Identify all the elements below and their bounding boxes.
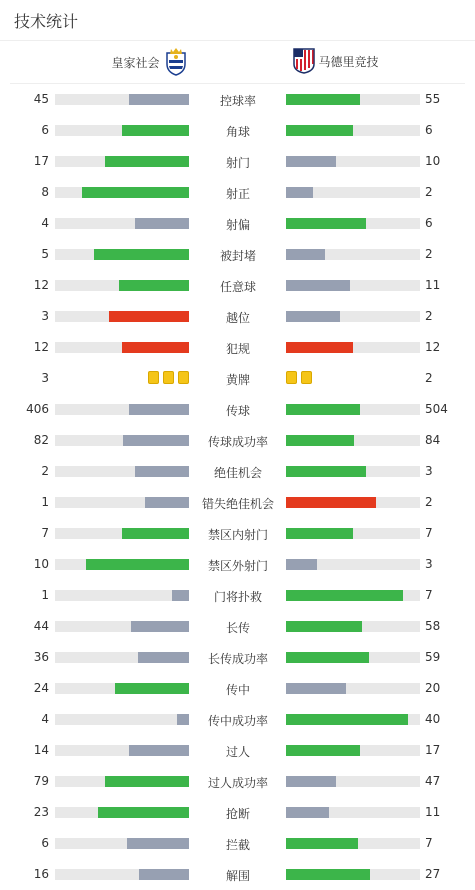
away-value: 12 [425,340,441,354]
teams-header [10,41,465,84]
stat-label: 门将扑救 [213,590,262,604]
home-bar-track [55,404,189,415]
home-bar-fill [122,342,189,353]
stat-label: 传球 [225,404,250,418]
stat-row [0,394,475,425]
home-value: 3 [41,371,49,385]
home-bar-track [55,94,189,105]
away-bar-track [286,125,420,136]
stat-label: 角球 [225,125,250,139]
away-value: 17 [425,743,441,757]
away-value: 3 [425,464,433,478]
home-bar-fill [127,838,189,849]
away-bar-track [286,218,420,229]
home-bar-fill [177,714,189,725]
away-value: 58 [425,619,441,633]
stat-label: 禁区内射门 [207,528,268,542]
away-value: 55 [425,92,441,106]
stat-label: 抢断 [225,807,250,821]
home-value: 2 [41,464,49,478]
away-bar-fill [286,621,362,632]
home-value: 1 [41,495,49,509]
away-bar-track [286,776,420,787]
away-value: 2 [425,185,433,199]
home-bar-fill [123,435,189,446]
home-bar-track [55,218,189,229]
away-bar-fill [286,280,350,291]
yellow-card-icon [286,371,297,384]
home-bar-track [55,125,189,136]
yellow-card-icon [178,371,189,384]
home-bar-fill [172,590,189,601]
home-value: 5 [41,247,49,261]
away-bar-track [286,807,420,818]
away-team-name: 马德里竞技 [318,54,379,69]
away-bar-track [286,497,420,508]
home-bar-fill [135,218,189,229]
stat-label: 犯规 [225,342,250,356]
home-value: 24 [33,681,49,695]
away-bar-fill [286,497,376,508]
home-bar-track [55,187,189,198]
home-team[interactable] [111,48,187,76]
real-sociedad-crest-icon [164,48,188,76]
home-value: 44 [33,619,49,633]
home-yellow-cards [148,371,189,384]
away-value: 84 [425,433,441,447]
home-value: 23 [33,805,49,819]
home-value: 82 [33,433,49,447]
stat-row [0,456,475,487]
away-bar-track [286,404,420,415]
away-value: 2 [425,247,433,261]
away-value: 6 [425,216,433,230]
yellow-card-icon [301,371,312,384]
home-bar-track [55,745,189,756]
home-bar-fill [138,652,189,663]
stat-label: 射偏 [225,218,250,232]
away-value: 2 [425,371,433,385]
away-value: 7 [425,526,433,540]
away-value: 2 [425,309,433,323]
away-bar-track [286,590,420,601]
away-bar-track [286,280,420,291]
stat-row [0,270,475,301]
away-bar-fill [286,249,325,260]
home-value: 1 [41,588,49,602]
stat-row [0,487,475,518]
home-bar-fill [94,249,189,260]
away-bar-fill [286,559,317,570]
away-value: 10 [425,154,441,168]
stat-label: 过人成功率 [207,776,268,790]
stat-label: 长传 [225,621,250,635]
home-bar-track [55,714,189,725]
stat-row [0,704,475,735]
stat-label: 传中成功率 [207,714,268,728]
home-value: 16 [33,867,49,881]
away-bar-track [286,559,420,570]
home-value: 4 [41,712,49,726]
away-value: 6 [425,123,433,137]
home-team-name: 皇家社会 [111,55,160,70]
stat-row [0,332,475,363]
home-value: 6 [41,123,49,137]
home-bar-track [55,342,189,353]
away-value: 7 [425,588,433,602]
away-bar-track [286,311,420,322]
stat-label: 任意球 [219,280,256,294]
home-bar-track [55,838,189,849]
away-value: 47 [425,774,441,788]
home-bar-track [55,621,189,632]
stat-label: 黄牌 [225,373,250,387]
away-value: 504 [425,402,448,416]
home-value: 36 [33,650,49,664]
away-bar-track [286,156,420,167]
home-value: 8 [41,185,49,199]
home-bar-fill [139,869,189,880]
stat-row [0,208,475,239]
stat-row [0,518,475,549]
away-value: 3 [425,557,433,571]
page-title: 技术统计 [14,12,79,31]
home-value: 10 [33,557,49,571]
home-value: 17 [33,154,49,168]
stat-label: 解围 [225,869,250,883]
away-bar-fill [286,187,313,198]
home-bar-fill [129,404,189,415]
away-bar-track [286,435,420,446]
stat-label: 射正 [225,187,250,201]
away-bar-fill [286,218,366,229]
stat-row [0,859,475,890]
stat-label: 绝佳机会 [213,466,262,480]
away-bar-fill [286,342,353,353]
away-bar-track [286,652,420,663]
stat-row [0,363,475,394]
home-bar-fill [105,776,189,787]
away-bar-fill [286,466,366,477]
home-bar-fill [119,280,189,291]
stat-row [0,580,475,611]
home-value: 45 [33,92,49,106]
away-value: 11 [425,278,441,292]
away-value: 27 [425,867,441,881]
home-bar-fill [129,745,189,756]
stat-row [0,239,475,270]
away-bar-fill [286,156,336,167]
away-bar-fill [286,311,340,322]
away-bar-track [286,342,420,353]
home-bar-fill [122,125,189,136]
stat-row [0,115,475,146]
away-bar-fill [286,404,360,415]
away-bar-fill [286,714,408,725]
away-bar-track [286,869,420,880]
stat-row [0,766,475,797]
stat-label: 射门 [225,156,250,170]
away-team[interactable] [293,48,379,74]
away-bar-track [286,745,420,756]
away-bar-track [286,249,420,260]
stat-label: 错失绝佳机会 [201,497,274,511]
home-bar-fill [131,621,189,632]
away-bar-fill [286,652,369,663]
home-bar-fill [135,466,189,477]
home-bar-track [55,435,189,446]
stat-row [0,611,475,642]
home-value: 406 [26,402,49,416]
home-value: 79 [33,774,49,788]
stat-row [0,84,475,115]
home-bar-fill [98,807,189,818]
stat-row [0,735,475,766]
away-bar-fill [286,869,370,880]
away-bar-fill [286,528,353,539]
home-bar-fill [109,311,189,322]
home-bar-track [55,683,189,694]
home-value: 4 [41,216,49,230]
yellow-card-icon [163,371,174,384]
away-bar-fill [286,807,329,818]
home-bar-track [55,776,189,787]
stats-list [0,84,475,890]
home-bar-fill [86,559,189,570]
away-bar-track [286,466,420,477]
away-bar-track [286,838,420,849]
away-bar-track [286,94,420,105]
away-bar-track [286,621,420,632]
home-bar-track [55,869,189,880]
away-value: 11 [425,805,441,819]
stat-row [0,549,475,580]
away-bar-track [286,528,420,539]
stat-row [0,425,475,456]
home-value: 14 [33,743,49,757]
stat-label: 拦截 [225,838,250,852]
home-bar-track [55,807,189,818]
header [0,0,475,41]
home-value: 6 [41,836,49,850]
home-bar-track [55,528,189,539]
home-bar-track [55,590,189,601]
home-value: 3 [41,309,49,323]
away-value: 20 [425,681,441,695]
stat-label: 过人 [225,745,250,759]
away-bar-fill [286,590,403,601]
stat-label: 被封堵 [219,249,256,263]
home-bar-track [55,497,189,508]
stat-label: 越位 [225,311,250,325]
atletico-madrid-crest-icon [293,48,315,74]
away-value: 40 [425,712,441,726]
away-bar-fill [286,125,353,136]
yellow-card-icon [148,371,159,384]
stat-row [0,301,475,332]
home-bar-fill [105,156,189,167]
away-value: 7 [425,836,433,850]
away-bar-fill [286,776,336,787]
home-bar-track [55,466,189,477]
stat-row [0,828,475,859]
away-bar-fill [286,435,354,446]
home-bar-fill [129,94,189,105]
away-value: 59 [425,650,441,664]
home-value: 7 [41,526,49,540]
away-bar-fill [286,838,358,849]
home-bar-track [55,652,189,663]
home-bar-track [55,559,189,570]
stat-row [0,146,475,177]
home-bar-fill [122,528,189,539]
stat-label: 传中 [225,683,250,697]
home-bar-track [55,280,189,291]
home-bar-fill [145,497,189,508]
home-value: 12 [33,340,49,354]
home-bar-track [55,249,189,260]
away-bar-fill [286,94,360,105]
home-bar-track [55,156,189,167]
stat-label: 传球成功率 [207,435,268,449]
away-yellow-cards [286,371,312,384]
away-bar-fill [286,683,346,694]
stat-row [0,642,475,673]
stat-label: 长传成功率 [207,652,268,666]
home-bar-track [55,311,189,322]
stat-row [0,177,475,208]
stat-label: 禁区外射门 [207,559,268,573]
away-value: 2 [425,495,433,509]
stat-label: 控球率 [219,94,256,108]
home-bar-fill [115,683,189,694]
home-bar-fill [82,187,189,198]
away-bar-track [286,714,420,725]
stat-row [0,797,475,828]
stat-row [0,673,475,704]
away-bar-fill [286,745,360,756]
away-bar-track [286,187,420,198]
away-bar-track [286,683,420,694]
home-value: 12 [33,278,49,292]
